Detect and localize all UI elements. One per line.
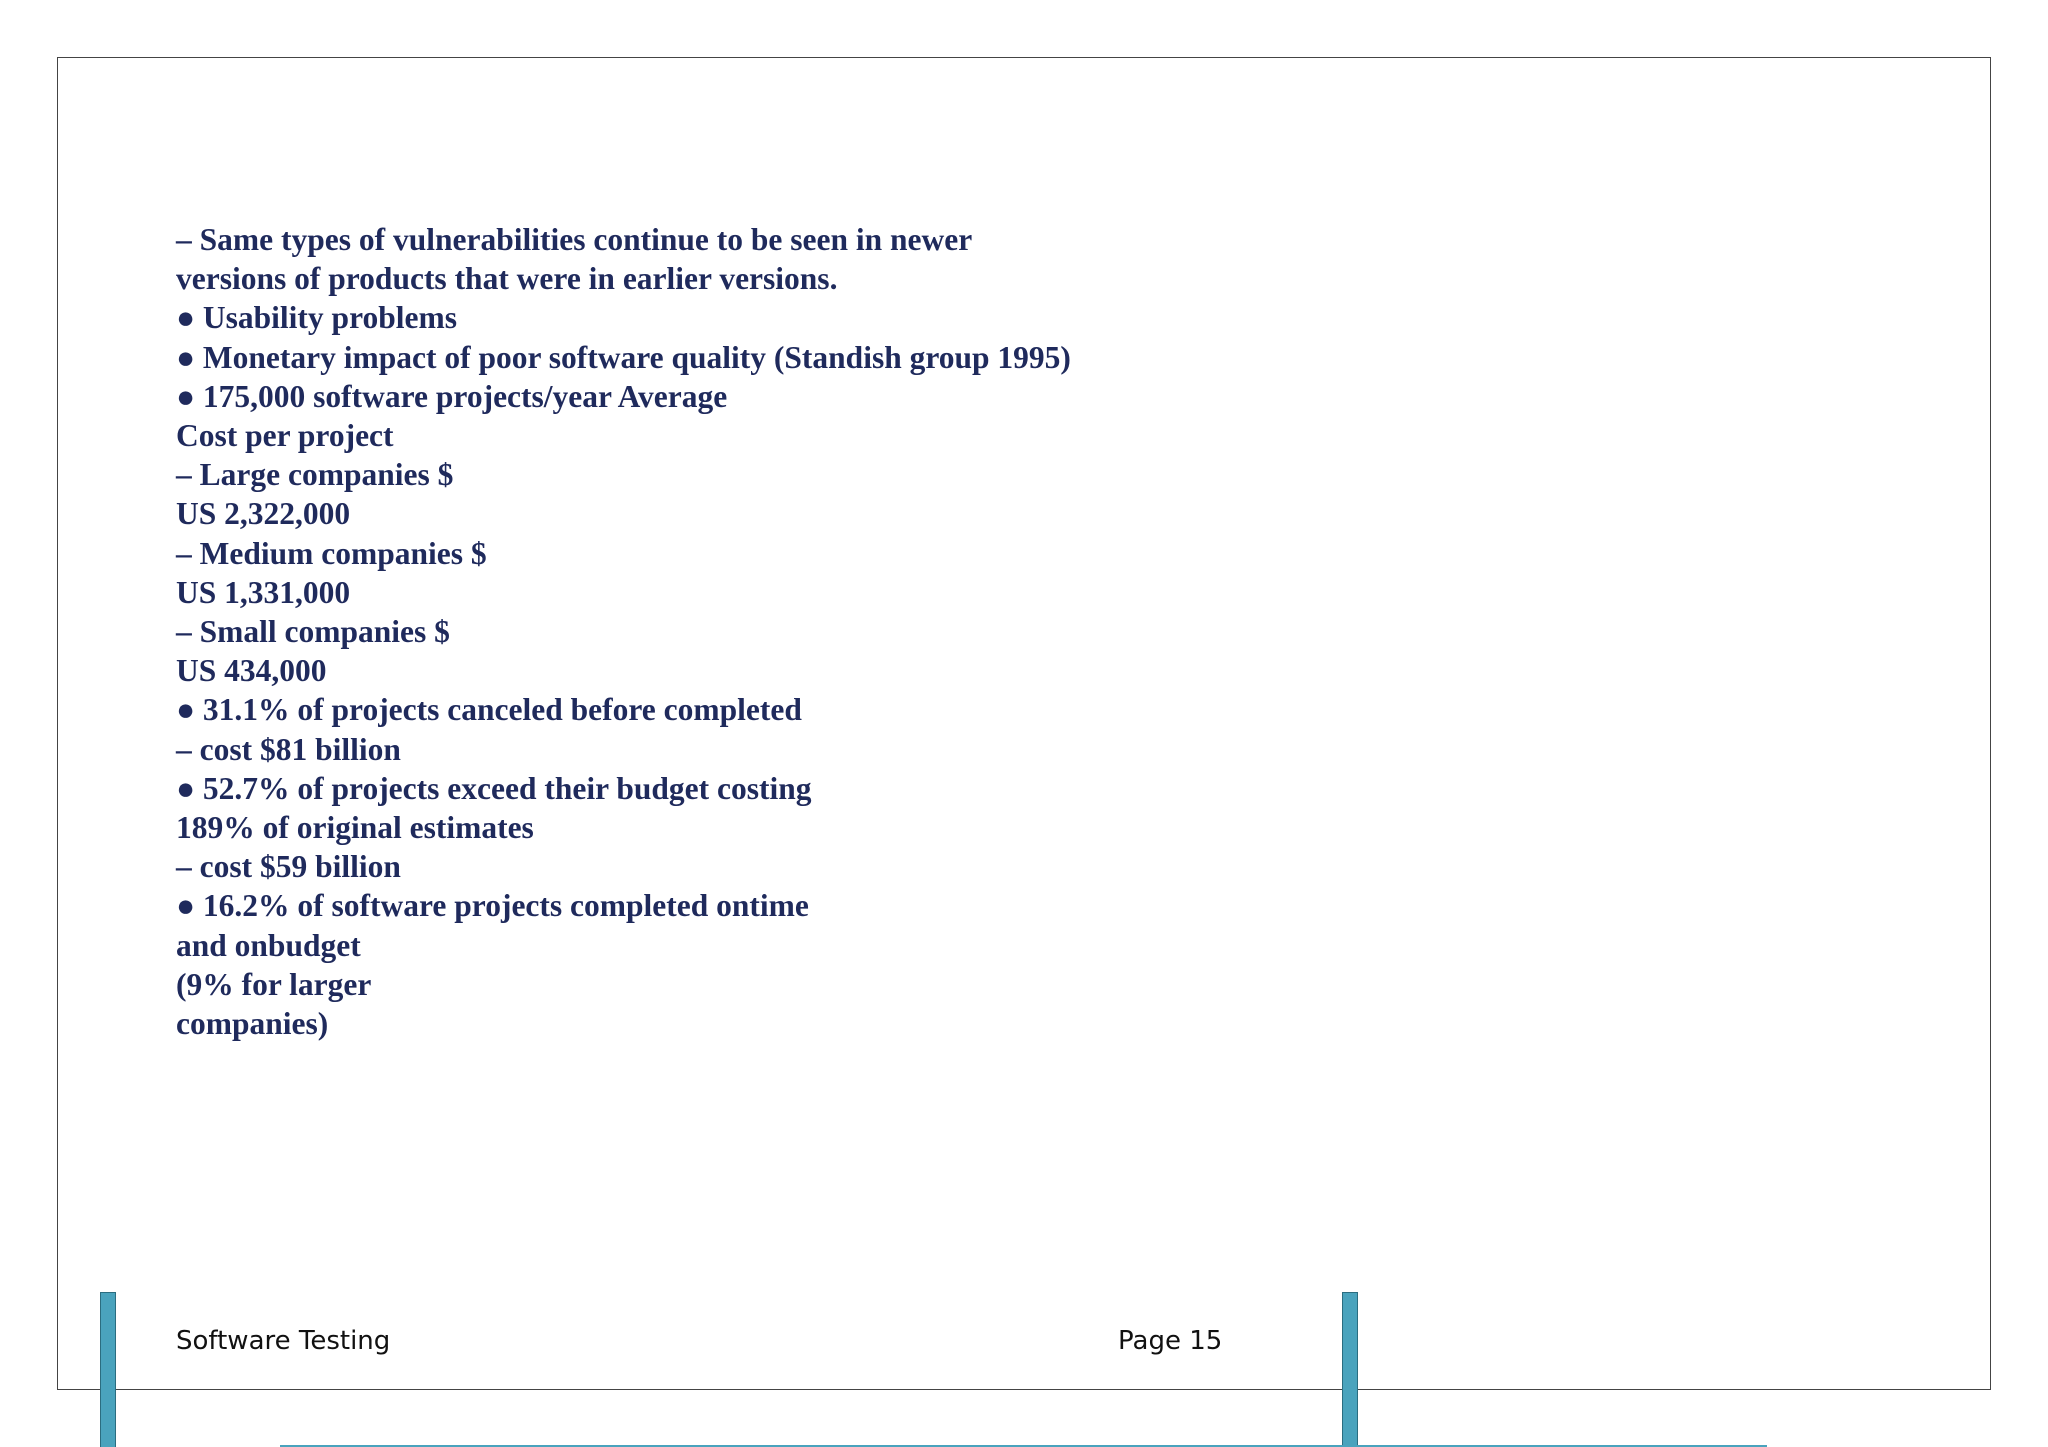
text-line: 189% of original estimates — [176, 810, 534, 846]
text-line: US 1,331,000 — [176, 574, 351, 610]
text-line: ● 31.1% of projects canceled before completed — [176, 692, 802, 728]
text-line: companies) — [176, 1006, 329, 1042]
text-line: and onbudget — [176, 927, 361, 963]
text-line: – cost $59 billion — [176, 849, 401, 885]
text-line: – Medium companies $ — [176, 535, 487, 571]
footer-title: Software Testing — [176, 1326, 391, 1356]
page-number: Page 15 — [1118, 1326, 1223, 1356]
text-line: ● 175,000 software projects/year Average — [176, 378, 728, 414]
text-line: – Same types of vulnerabilities continue to be seen in newer — [176, 222, 973, 257]
text-line: ● 52.7% of projects exceed their budget costing — [176, 770, 812, 806]
text-line: ● Monetary impact of poor software quality (Standish group 1995) — [176, 339, 1071, 375]
text-line: US 2,322,000 — [176, 496, 351, 532]
text-line: Cost per project — [176, 418, 394, 454]
body-text — [176, 220, 1276, 1043]
text-line: (9% for larger — [176, 966, 372, 1002]
text-line: US 434,000 — [176, 653, 327, 689]
footer-right-accent-bar — [1342, 1292, 1358, 1447]
text-line: – Large companies $ — [176, 457, 454, 493]
text-line: ● 16.2% of software projects completed ontime — [176, 888, 809, 924]
text-line: – cost $81 billion — [176, 731, 401, 767]
text-line: ● Usability problems — [176, 300, 457, 336]
text-line: – Small companies $ — [176, 614, 450, 650]
text-line: versions of products that were in earlier versions. — [176, 261, 838, 297]
footer-left-accent-bar — [100, 1292, 116, 1447]
